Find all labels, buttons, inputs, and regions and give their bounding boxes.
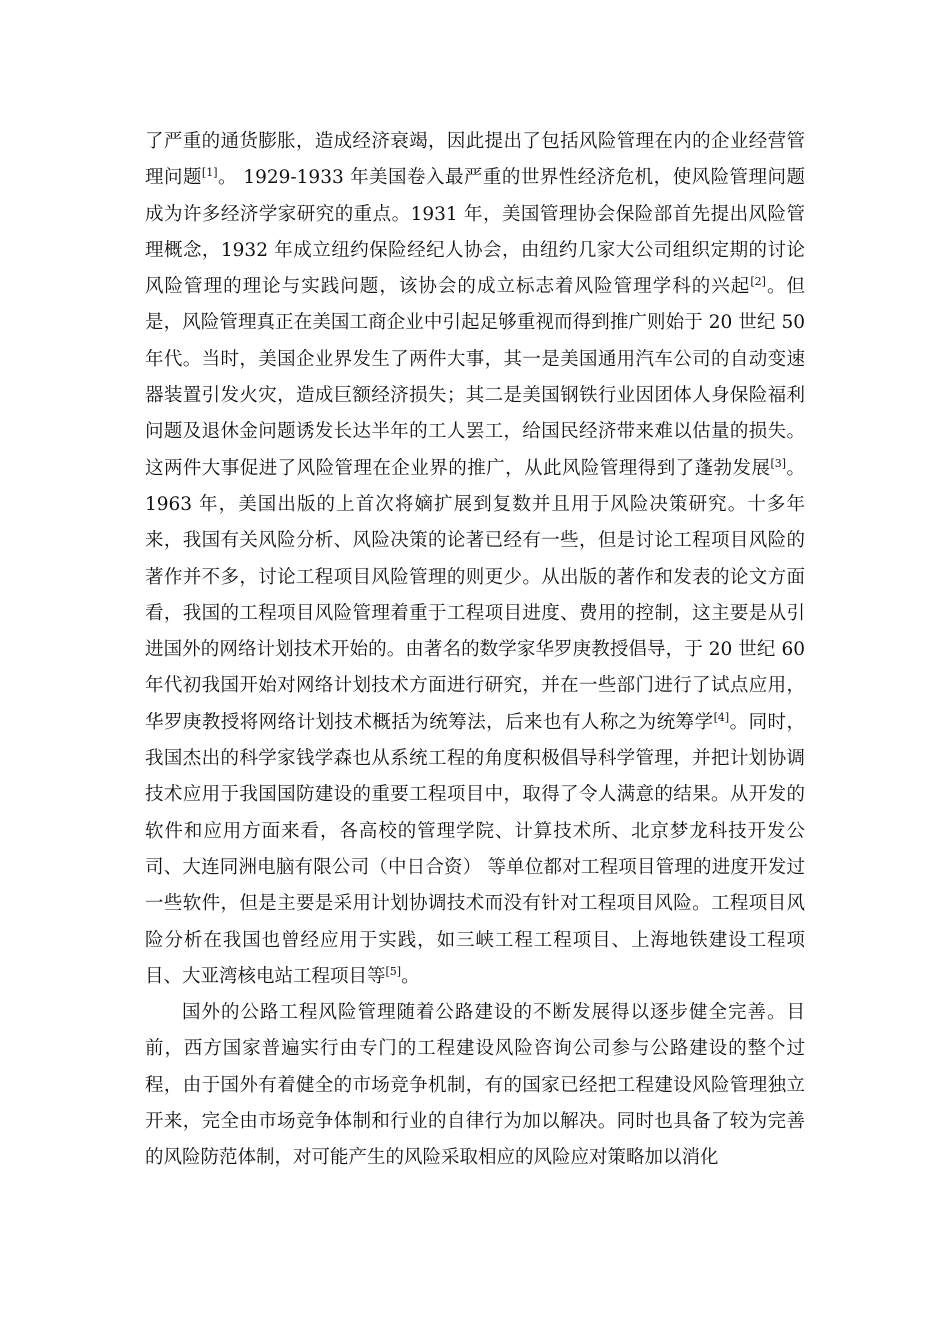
citation-ref: [5] [385, 964, 402, 978]
body-text [145, 124, 805, 1177]
text-run: 了严重的通货膨胀，造成经济衰竭，因此提出了包括风险管理在内的企业经营管理问题 [145, 131, 805, 189]
citation-ref: [2] [750, 275, 766, 289]
text-run: 。同时，我国杰出的科学家钱学森也从系统工程的角度积极倡导科学管理，并把计划协调技术应用于我国国防建设的重要工程项目中，取得了令人满意的结果。从开发的软件和应用方面来看，各高校的管理学院、计算技术所、北京梦龙科技开发公司、大连同洲电脑有限公司（中日合资） 等单位都对工程项目管理的进度开发过一些软件，但是主要是采用计划协调技术而没有针对工程项目风险。工程项目风险分析在我国也曾经应用于实践，如三峡工程工程项目、上海地铁建设工程项目、大亚湾核电站工程项目等 [145, 711, 805, 987]
citation-ref: [4] [713, 710, 730, 724]
text-run: 国外的公路工程风险管理随着公路建设的不断发展得以逐步健全完善。目前，西方国家普遍实行由专门的工程建设风险咨询公司参与公路建设的整个过程，由于国外有着健全的市场竞争机制，有的国家已经把工程建设风险管理独立开来，完全由市场竞争体制和行业的自律行为加以解决。同时也具备了较为完善的风险防范体制，对可能产生的风险采取相应的风险应对策略加以消化 [145, 1002, 805, 1169]
text-run: 。但是，风险管理真正在美国工商企业中引起足够重视而得到推广则始于 20 世纪 50 年代。当时，美国企业界发生了两件大事，其一是美国通用汽车公司的自动变速器装置引发火灾，造成巨额经济损失；其二是美国钢铁行业因团体人身保险福利问题及退休金问题诱发长达半年的工人罢工，给国民经济带来难以估量的损失。这两件大事促进了风险管理在企业界的推广，从此风险管理得到了蓬勃发展 [145, 276, 805, 479]
text-run: 。 [401, 965, 420, 987]
text-run: 。 1929-1933 年美国卷入最严重的世界性经济危机，使风险管理问题成为许多经济学家研究的重点。1931 年，美国管理协会保险部首先提出风险管理概念，1932 年成立纽约保险经纪人协会，由纽约几家大公司组织定期的讨论风险管理的理论与实践问题，该协会的成立标志着风险管理学科的兴起 [145, 167, 805, 298]
paragraph [145, 995, 805, 1176]
citation-ref: [1] [201, 166, 218, 180]
paragraph [145, 124, 805, 995]
citation-ref: [3] [770, 456, 787, 470]
text-run: 。1963 年，美国出版的上首次将嫡扩展到复数并且用于风险决策研究。十多年来，我国有关风险分析、风险决策的论著已经有一些，但是讨论工程项目风险的著作并不多，讨论工程项目风险管理的则更少。从出版的著作和发表的论文方面看，我国的工程项目风险管理着重于工程项目进度、费用的控制，这主要是从引进国外的网络计划技术开始的。由著名的数学家华罗庚教授倡导，于 20 世纪 60 年代初我国开始对网络计划技术方面进行研究，并在一些部门进行了试点应用，华罗庚教授将网络计划技术概括为统筹法，后来也有人称之为统筹学 [145, 457, 805, 733]
